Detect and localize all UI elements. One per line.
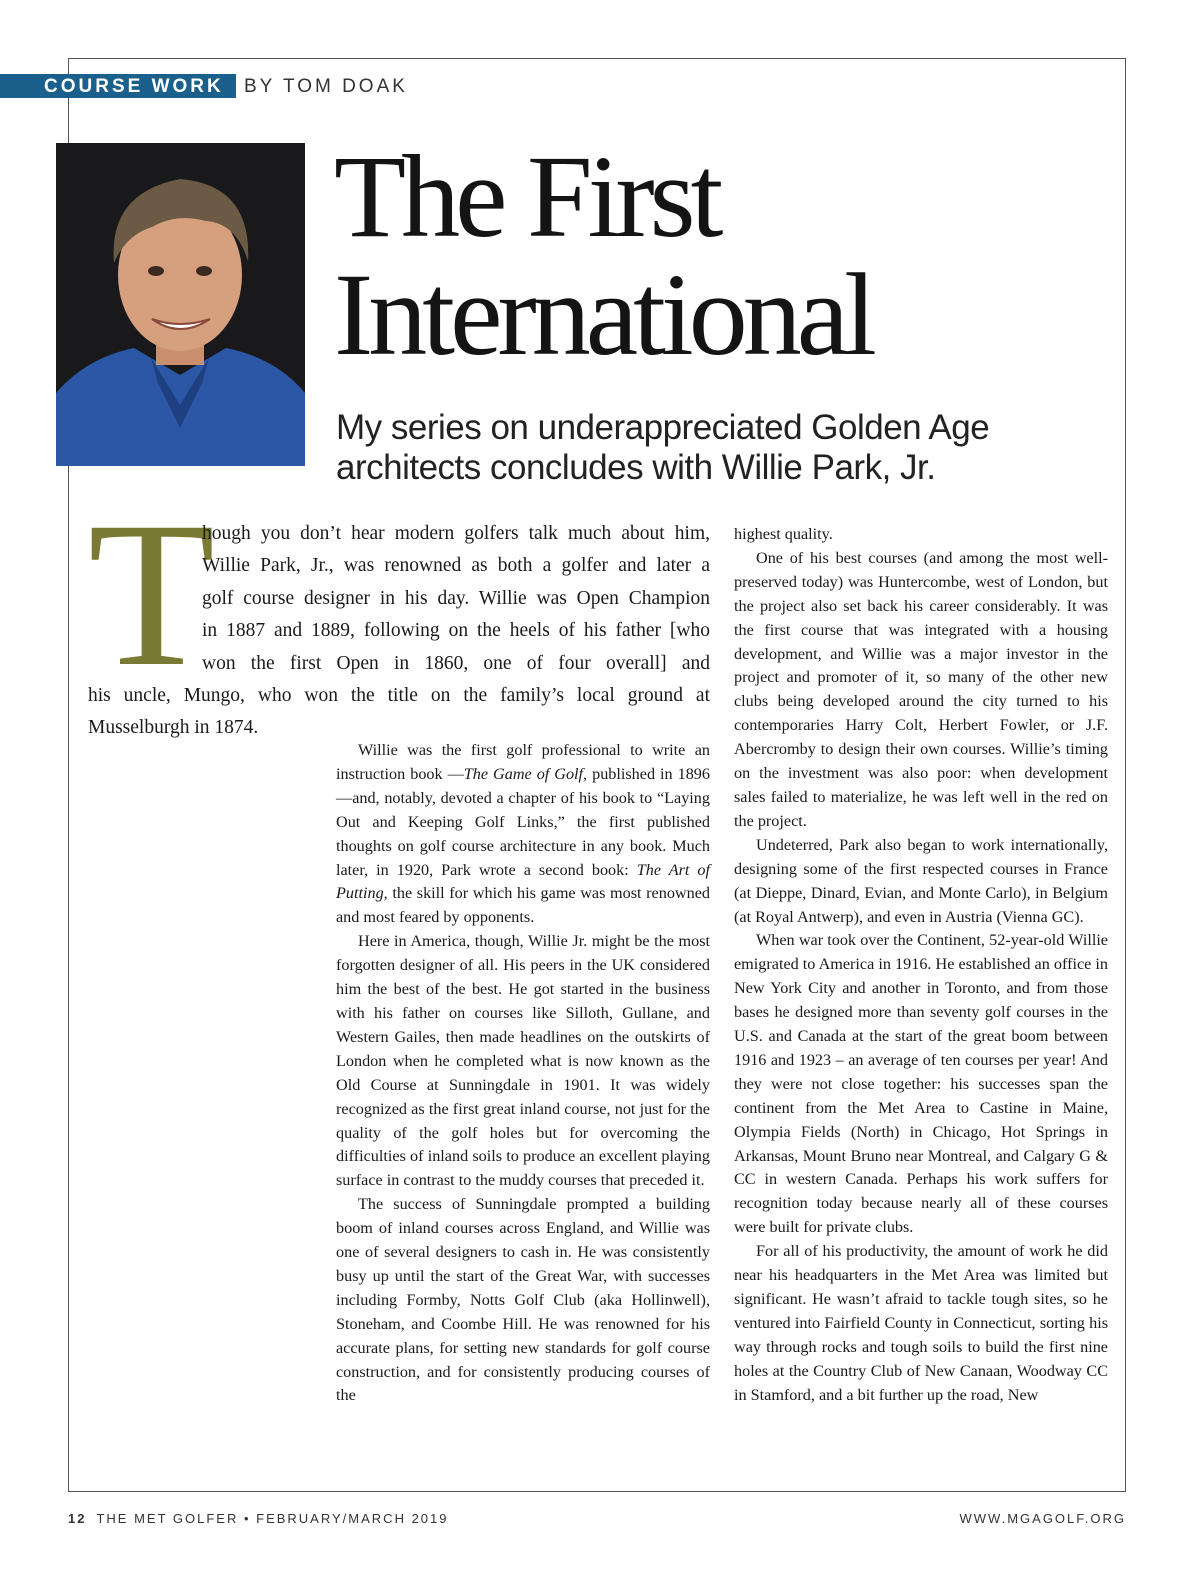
lead-line: his uncle, Mungo, who won the title on the family’s local ground at bbox=[88, 685, 710, 707]
lead-line: Willie Park, Jr., was renowned as both a golfer and later a bbox=[202, 555, 710, 577]
page-number: 12 bbox=[68, 1511, 87, 1526]
footer-website[interactable]: WWW.MGAGOLF.ORG bbox=[959, 1511, 1126, 1526]
lead-paragraph bbox=[88, 518, 710, 745]
body-column-middle bbox=[336, 739, 710, 1408]
book-title: The Art of Putting, bbox=[336, 860, 711, 903]
lead-line: golf course designer in his day. Willie was Open Champion bbox=[202, 587, 710, 609]
drop-cap: T bbox=[88, 479, 216, 709]
body-paragraph: Undeterred, Park also began to work internationally, designing some of the first respected courses in France (at Dieppe, Dinard, Evian, and Monte Carlo), in Belgium (at Royal Antwerp), and even in Austria (Vienna GC). bbox=[734, 835, 1108, 926]
lead-line: won the first Open in 1860, one of four overall] and bbox=[202, 652, 710, 674]
footer-folio bbox=[68, 1511, 449, 1526]
deck-line-2: architects concludes with Willie Park, Jr. bbox=[336, 448, 936, 487]
deck-line-1: My series on underappreciated Golden Age bbox=[336, 408, 990, 447]
body-paragraph bbox=[336, 739, 710, 930]
book-title: The Game of Golf, bbox=[463, 764, 588, 783]
author-photo bbox=[56, 143, 305, 466]
department-label: COURSE WORK bbox=[44, 76, 224, 97]
byline: BY TOM DOAK bbox=[240, 74, 412, 98]
body-paragraph: For all of his productivity, the amount of work he did near his headquarters in the Met Area was limited but significant. He wasn’t afraid to tackle tough sites, so he ventured into Fairfield County in Connecticut, sorting his way through rocks and tough soils to build the first nine holes at the Country Club of New Canaan, Woodway CC in Stamford, and a bit further up the road, New bbox=[734, 1242, 1108, 1404]
body-paragraph: highest quality. bbox=[734, 525, 833, 543]
portrait-illustration bbox=[56, 143, 305, 466]
body-paragraph: Here in America, though, Willie Jr. might be the most forgotten designer of all. His peers in the UK considered him the best of the best. He got started in the business with his father on courses like Silloth, Gullane, and Western Gailes, then made headlines on the outskirts of London when he completed what is now known as the Old Course at Sunningdale in 1901. It was widely recognized as the first great inland course, not just for the quality of the golf holes but for overcoming the difficulties of inland soils to produce an excellent playing surface in contrast to the muddy courses that preceded it. bbox=[336, 932, 710, 1190]
body-text: Willie was the first golf professional to write an instruction book — bbox=[336, 741, 710, 783]
lead-line: hough you don’t hear modern golfers talk much about him, bbox=[202, 523, 710, 544]
article-title bbox=[334, 131, 872, 380]
body-text: published in 1896—and, notably, devoted a chapter of his book to “Laying Out and Keeping Golf Links,” the first published thoughts on golf course architecture in any book. Much later, in 1920, Park wrote a second book: bbox=[336, 764, 710, 879]
body-paragraph: One of his best courses (and among the most well-preserved today) was Huntercombe, west of London, but the project also set back his career considerably. It was the first course that was integrated with a housing development, and Willie was a major investor in the project and promoter of it, so many of the other new clubs being developed around the city turned to his contemporaries Harry Colt, Herbert Fowler, or J.F. Abercromby to design their own courses. Willie’s timing on the investment was also poor: when development sales failed to materialize, he was left well in the red on the project. bbox=[734, 548, 1108, 830]
body-paragraph: When war took over the Continent, 52-year-old Willie emigrated to America in 1916. He established an office in New York City and another in Toronto, and from those bases he designed more than seventy golf courses in the U.S. and Canada at the start of the great boom between 1916 and 1923 – an average of ten courses per year! And they were not close together: his successes span the continent from the Met Area to Castine in Maine, Olympia Fields (North) in Chicago, Hot Springs in Arkansas, Mount Bruno near Montreal, and Calgary G & CC in western Canada. Perhaps his work suffers for recognition today because nearly all of these courses were built for private clubs. bbox=[734, 931, 1108, 1237]
publication-info: THE MET GOLFER • FEBRUARY/MARCH 2019 bbox=[96, 1511, 449, 1526]
lead-line: in 1887 and 1889, following on the heels of his father [who bbox=[202, 620, 710, 642]
article-deck bbox=[336, 408, 1096, 488]
body-paragraph: The success of Sunningdale prompted a building boom of inland courses across England, and Willie was one of several designers to cash in. He was consistently busy up until the start of the Great War, with successes including Formby, Notts Golf Club (aka Hollinwell), Stoneham, and Coombe Hill. He was renowned for his accurate plans, for setting new standards for golf course construction, and for consistently producing courses of the bbox=[336, 1195, 710, 1405]
title-line-2: International bbox=[334, 249, 872, 380]
title-line-1: The First bbox=[334, 131, 719, 262]
body-column-right bbox=[734, 523, 1108, 1408]
body-text: the skill for which his game was most renowned and most feared by opponents. bbox=[336, 884, 710, 927]
lead-line: Musselburgh in 1874. bbox=[88, 717, 259, 739]
